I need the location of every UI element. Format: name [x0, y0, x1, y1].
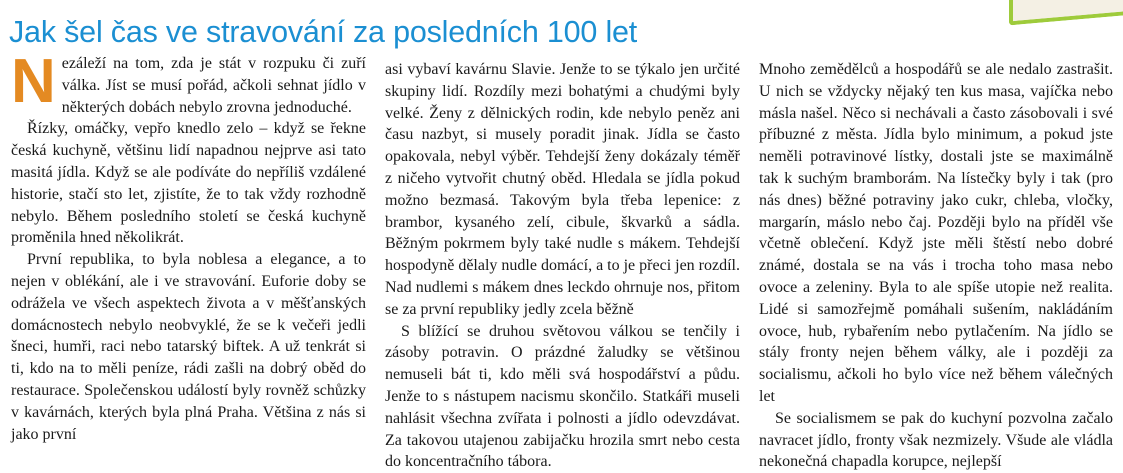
article-column-1	[11, 47, 366, 445]
paragraph: Řízky, omáčky, vepřo knedlo zelo – když se řekne česká kuchyně, většinu lidí napadnou nejprve asi tato masitá jídla. Když se ale podíváte do nepříliš vzdálené historie, stačí sto let, zjistíte, že to tak vždy rozhodně nebylo. Během posledního století se česká kuchyně proměnila hned několikrát.	[11, 120, 366, 247]
article-headline: Jak šel čas ve stravování za posledních 100 let	[9, 15, 638, 49]
article-column-2	[385, 59, 740, 473]
paragraph: Mnoho zemědělců a hospodářů se ale nedalo zastrašit. U nich se vždycky nějaký ten kus masa, vajíčka nebo másla našel. Něco si nechávali a často zásobovali i své příbuzné z města. Jídla bylo minimum, a pokud jste neměli potravinové lístky, dostali jste se maximálně tak k suchým bramborám. Na lístečky byly i tak (pro nás dnes) běžné potraviny jako cukr, chleba, vločky, margarín, máslo nebo čaj. Později bylo na příděl vše včetně oblečení. Když jste měli štěstí nebo dobré známé, dostala se na vás i trocha toho masa nebo ovoce a zeleniny. Byla to ale spíše utopie než realita. Lidé si samozřejmě pomáhali sušením, nakládáním ovoce, hub, rybařením nebo pytlačením. Na jídlo se stály fronty nejen během války, ale i později za socialismu, ačkoli ho bylo více než během válečných let	[759, 61, 1113, 405]
paragraph: asi vybaví kavárnu Slavie. Jenže to se týkalo jen určité skupiny lidí. Rozdíly mezi bohatými a chudými byly velké. Ženy z dělnických rodin, kde nebylo peněz ani času nazbyt, si musely poradit jinak. Jídla se často opakovala, nebyl výběr. Tehdejší ženy dokázaly téměř z ničeho vytvořit chutný oběd. Hledala se jídla pokud možno bezmasá. Takovým byla třeba lepenice: z brambor, kysaného zelí, cibule, škvarků a sádla. Běžným pokrmem byly také nudle s mákem. Tehdejší hospodyně dělaly nudle domácí, a to je přeci jen rozdíl. Nad nudlemi s mákem dnes leckdo ohrnuje nos, přitom se za první republiky jedly zcela běžně	[385, 61, 740, 318]
paragraph-text: ezáleží na tom, zda je stát v rozpuku či zuří válka. Jíst se musí pořád, ačkoli sehnat jídlo v některých dobách nebylo zrovna jednoduché.	[61, 55, 366, 116]
paragraph: Se socialismem se pak do kuchyní pozvolna začalo navracet jídlo, fronty však nezmizely. Všude ale vládla nekonečná chapadla korupce, nejlepší	[759, 409, 1113, 471]
corner-photo-frame	[1009, 0, 1123, 25]
article-column-3	[759, 59, 1113, 473]
paragraph	[11, 47, 366, 118]
paragraph: S blížící se druhou světovou válkou se tenčily i zásoby potravin. O prázdné žaludky se většinou nemuseli bát ti, kdo měli svá hospodářství a půdu. Jenže to s nástupem nacismu skončilo. Statkáři museli nahlásit všechna zvířata i polnosti a jídlo odevzdávat. Za takovou utajenou zabijačku hrozila smrt nebo cesta do koncentračního tábora.	[385, 322, 740, 471]
paragraph: První republika, to byla noblesa a elegance, a to nejen v oblékání, ale i ve stravování. Euforie doby se odrážela ve všech aspektech života a v měšťanských domácnostech nebylo neobvyklé, že se k večeři jedli šneci, humři, raci nebo tatarský biftek. A už tenkrát si ti, kdo na to měli peníze, rádi zašli na dobrý oběd do restaurace. Společenskou událostí byly rovněž schůzky v kavárnách, kterých byla plná Praha. Většina z nás si jako první	[11, 251, 366, 443]
drop-cap: N	[11, 47, 56, 116]
